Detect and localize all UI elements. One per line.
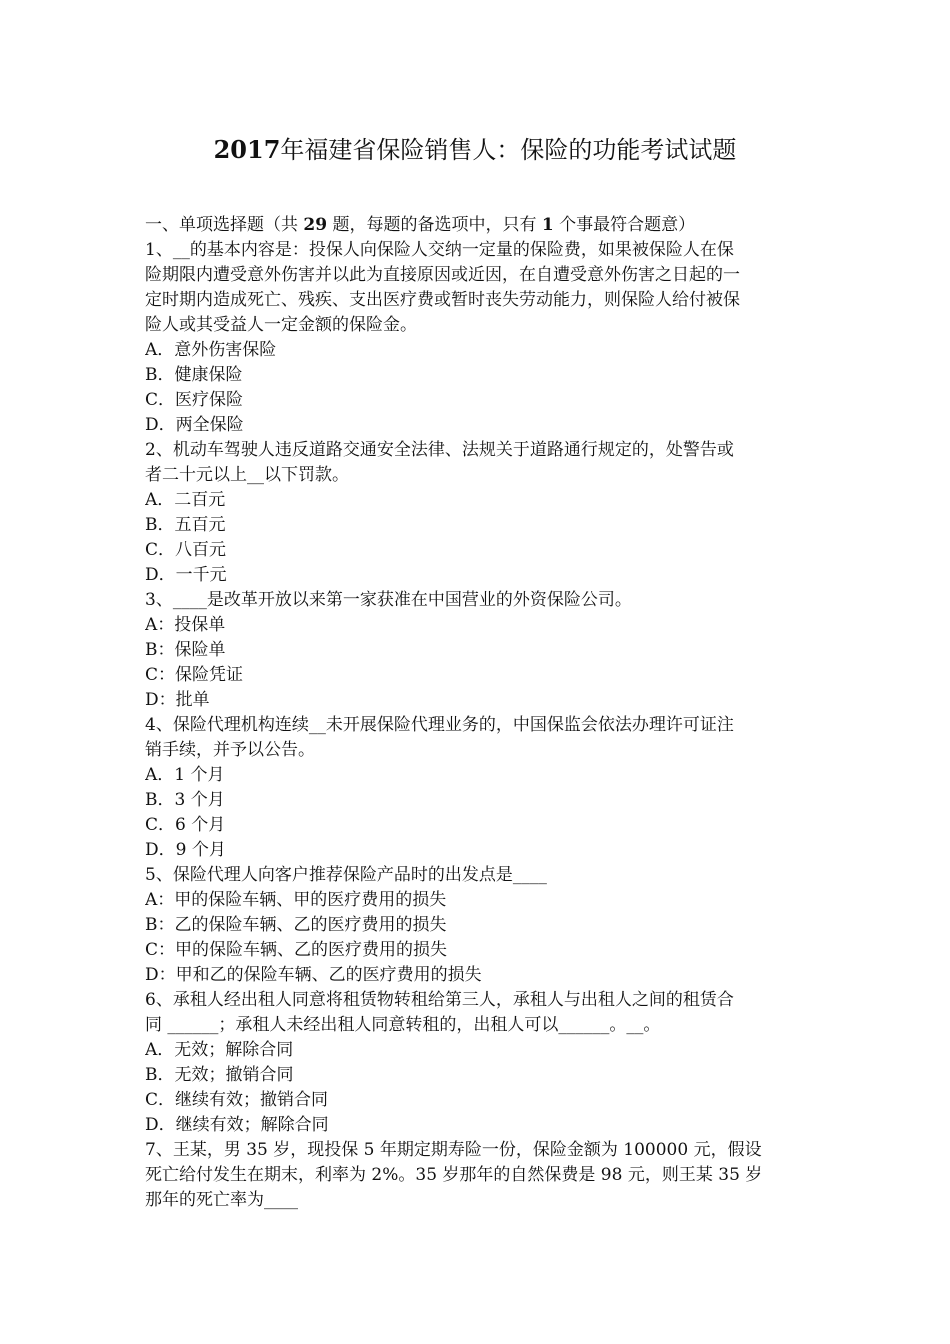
text-line: C．6 个月 <box>145 815 226 835</box>
text-line: 1、__的基本内容是：投保人向保险人交纳一定量的保险费，如果被保险人在保 <box>145 240 734 260</box>
text-line: 7、王某，男 35 岁，现投保 5 年期定期寿险一份，保险金额为 100000 元，假设 <box>145 1140 762 1160</box>
text-line: A．意外伤害保险 <box>145 340 277 360</box>
text-line: 死亡给付发生在期末，利率为 2%。35 岁那年的自然保费是 98 元，则王某 35 岁 <box>145 1165 763 1185</box>
text-line: C：甲的保险车辆、乙的医疗费用的损失 <box>145 940 448 960</box>
text-line: 同 ______；承租人未经出租人同意转租的，出租人可以______。__。 <box>145 1015 661 1035</box>
text-line: C：保险凭证 <box>145 665 244 685</box>
text-line: 4、保险代理机构连续__未开展保险代理业务的，中国保监会依法办理许可证注 <box>145 715 734 735</box>
text-line: 险期限内遭受意外伤害并以此为直接原因或近因，在自遭受意外伤害之日起的一 <box>145 265 740 285</box>
text-line: B．健康保险 <box>145 365 243 385</box>
text-line: A：投保单 <box>145 615 226 635</box>
text-line: A．1 个月 <box>145 765 225 785</box>
text-line: A．无效；解除合同 <box>145 1040 294 1060</box>
text-line: B：乙的保险车辆、乙的医疗费用的损失 <box>145 915 447 935</box>
text-line: C．医疗保险 <box>145 390 244 410</box>
section-heading <box>145 213 810 238</box>
text-line: C．八百元 <box>145 540 227 560</box>
text-line: D．一千元 <box>145 565 227 585</box>
title-year: 2017 <box>213 135 281 164</box>
text-line: 5、保险代理人向客户推荐保险产品时的出发点是____ <box>145 865 547 885</box>
section-one: 1 <box>541 215 554 235</box>
text-line: 销手续，并予以公告。 <box>145 740 315 760</box>
text-line: D．两全保险 <box>145 415 244 435</box>
question-list <box>145 213 810 1213</box>
text-line: D：批单 <box>145 690 210 710</box>
section-text-2: 题，每题的备选项中，只有 <box>327 215 542 235</box>
text-line: 6、承租人经出租人同意将租赁物转租给第三人，承租人与出租人之间的租赁合 <box>145 990 734 1010</box>
question-lines <box>145 238 810 1213</box>
text-line: 定时期内造成死亡、残疾、支出医疗费或暂时丧失劳动能力，则保险人给付被保 <box>145 290 740 310</box>
text-line: 险人或其受益人一定金额的保险金。 <box>145 315 417 335</box>
document-title <box>0 132 950 168</box>
text-line: D：甲和乙的保险车辆、乙的医疗费用的损失 <box>145 965 482 985</box>
text-line: D．继续有效；解除合同 <box>145 1115 329 1135</box>
text-line: 2、机动车驾驶人违反道路交通安全法律、法规关于道路通行规定的，处警告或 <box>145 440 734 460</box>
text-line: A．二百元 <box>145 490 226 510</box>
section-text-3: 个事最符合题意） <box>553 215 696 235</box>
text-line: D．9 个月 <box>145 840 226 860</box>
section-text-1: 一、单项选择题（共 <box>145 215 304 235</box>
text-line: 者二十元以上__以下罚款。 <box>145 465 349 485</box>
text-line: C．继续有效；撤销合同 <box>145 1090 329 1110</box>
text-line: 3、____是改革开放以来第一家获准在中国营业的外资保险公司。 <box>145 590 632 610</box>
title-text: 年福建省保险销售人：保险的功能考试试题 <box>280 136 737 164</box>
text-line: B．五百元 <box>145 515 226 535</box>
text-line: 那年的死亡率为____ <box>145 1190 298 1210</box>
text-line: B．3 个月 <box>145 790 225 810</box>
text-line: A：甲的保险车辆、甲的医疗费用的损失 <box>145 890 447 910</box>
text-line: B．无效；撤销合同 <box>145 1065 294 1085</box>
section-count: 29 <box>303 215 328 235</box>
text-line: B：保险单 <box>145 640 226 660</box>
